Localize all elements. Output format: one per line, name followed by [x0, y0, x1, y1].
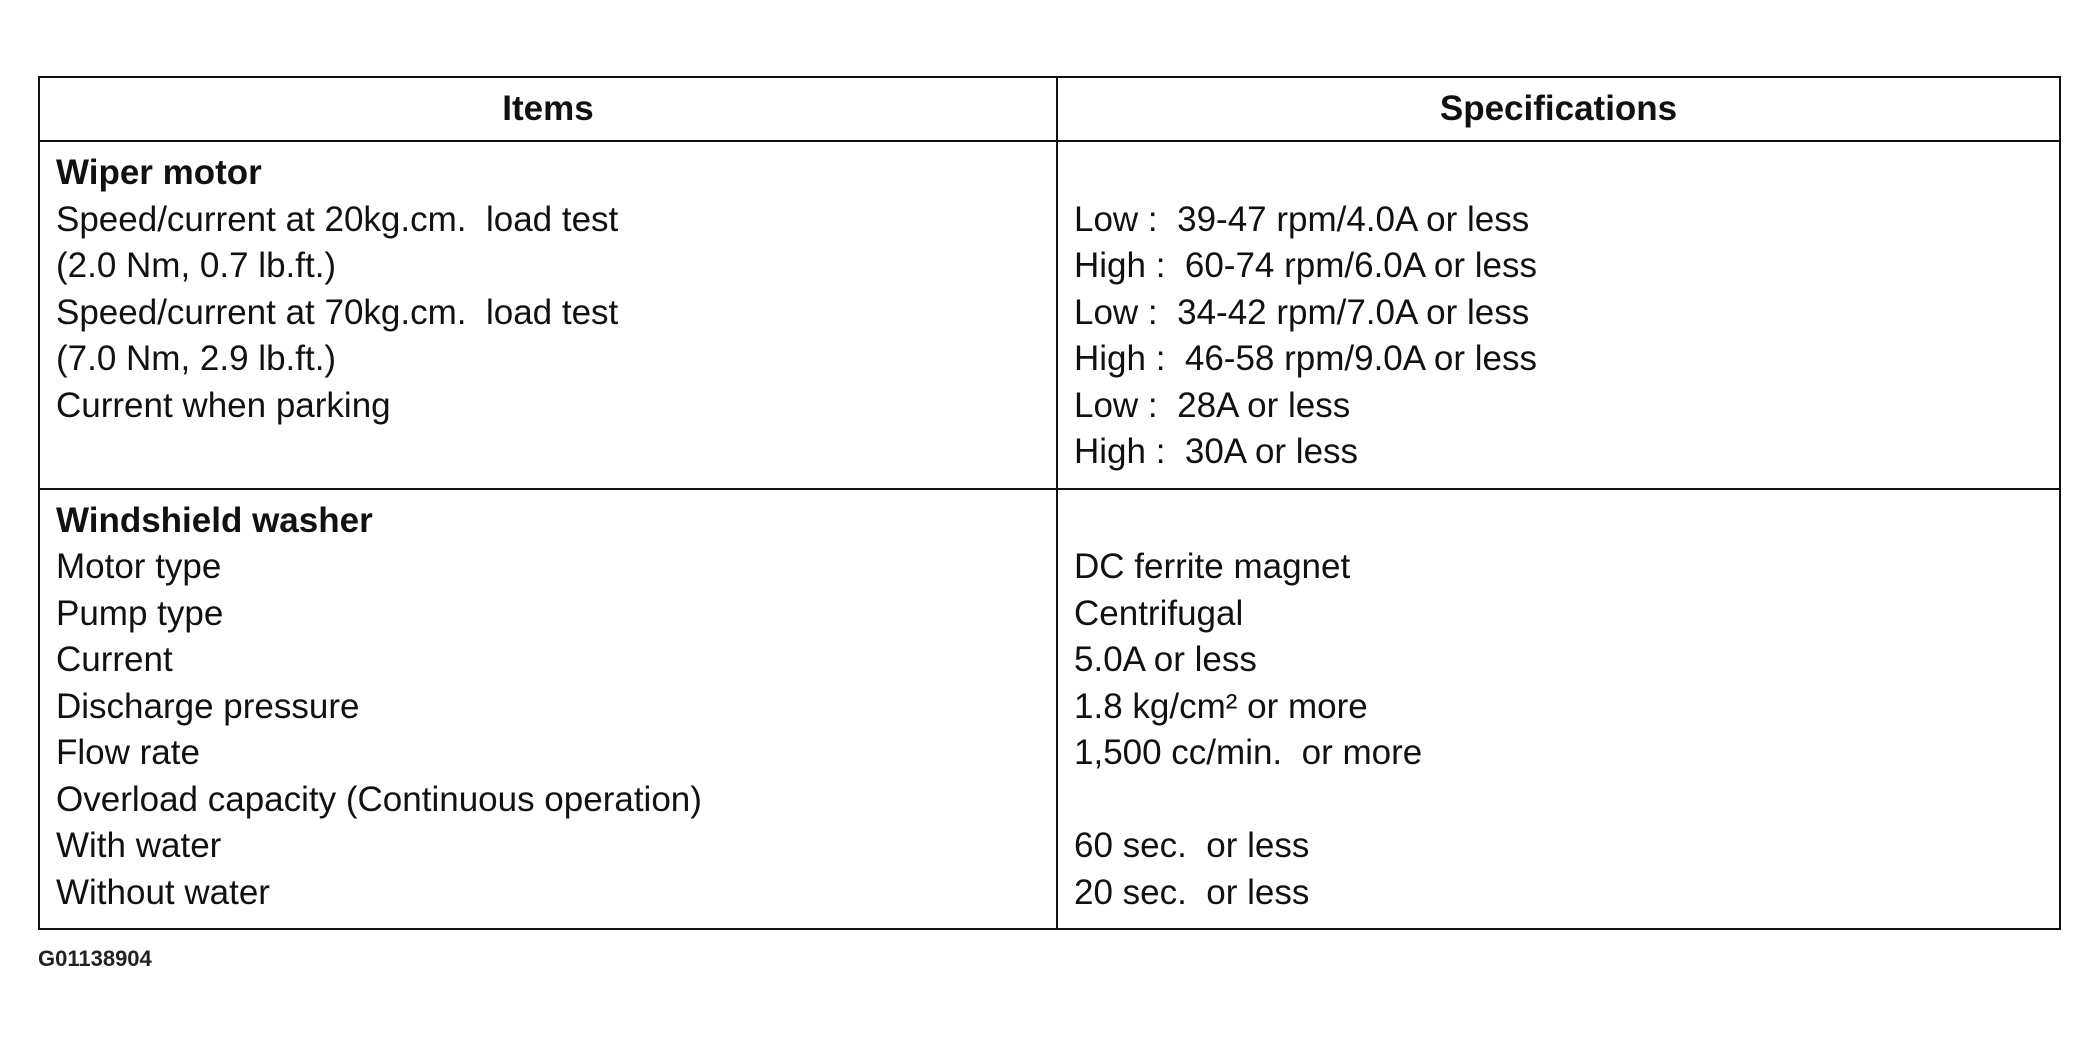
header-row: [39, 77, 2060, 141]
spec-line: 1,500 cc/min. or more: [1074, 733, 1423, 772]
spec-line: High : 46-58 rpm/9.0A or less: [1074, 339, 1537, 378]
windshield-washer-items-cell: [39, 489, 1057, 930]
wiper-motor-items-cell: [39, 141, 1057, 489]
spec-line: Centrifugal: [1074, 593, 1244, 633]
spec-line: High : 30A or less: [1074, 432, 1359, 471]
item-line: Motor type: [56, 547, 222, 586]
wiper-motor-section-row: [39, 141, 2060, 489]
spec-line: 5.0A or less: [1074, 640, 1257, 679]
spec-line: DC ferrite magnet: [1074, 547, 1351, 586]
specifications-table: [38, 76, 2061, 930]
section-title-windshield-washer: Windshield washer: [56, 500, 373, 540]
item-line: Without water: [56, 872, 270, 912]
specifications-header: Specifications: [1057, 77, 2060, 141]
spec-line: 1.8 kg/cm² or more: [1074, 686, 1368, 726]
item-line: Discharge pressure: [56, 686, 360, 726]
item-line: (2.0 Nm, 0.7 lb.ft.): [56, 246, 337, 285]
spec-line: [1074, 777, 2043, 824]
spec-line: 60 sec. or less: [1074, 826, 1310, 865]
item-line: (7.0 Nm, 2.9 lb.ft.): [56, 339, 337, 378]
spec-line: Low : 34-42 rpm/7.0A or less: [1074, 292, 1530, 332]
items-header: Items: [39, 77, 1057, 141]
spec-line: High : 60-74 rpm/6.0A or less: [1074, 246, 1537, 285]
spec-line: [1074, 498, 2043, 545]
section-title-wiper-motor: Wiper motor: [56, 153, 262, 192]
item-line: Flow rate: [56, 733, 200, 772]
spec-line: Low : 39-47 rpm/4.0A or less: [1074, 199, 1530, 239]
windshield-washer-specs-cell: [1057, 489, 2060, 930]
wiper-motor-specs-cell: [1057, 141, 2060, 489]
item-line: With water: [56, 826, 222, 865]
item-line: Speed/current at 20kg.cm. load test: [56, 199, 619, 239]
spec-line: [1074, 150, 2043, 197]
item-line: Current when parking: [56, 385, 391, 425]
item-line: Overload capacity (Continuous operation): [56, 779, 702, 819]
figure-code: G01138904: [38, 946, 152, 971]
item-line: Pump type: [56, 593, 224, 633]
item-line: [56, 429, 1040, 476]
windshield-washer-section-row: [39, 489, 2060, 930]
item-line: Current: [56, 640, 173, 679]
spec-line: 20 sec. or less: [1074, 872, 1310, 912]
spec-line: Low : 28A or less: [1074, 385, 1351, 425]
item-line: Speed/current at 70kg.cm. load test: [56, 292, 619, 332]
